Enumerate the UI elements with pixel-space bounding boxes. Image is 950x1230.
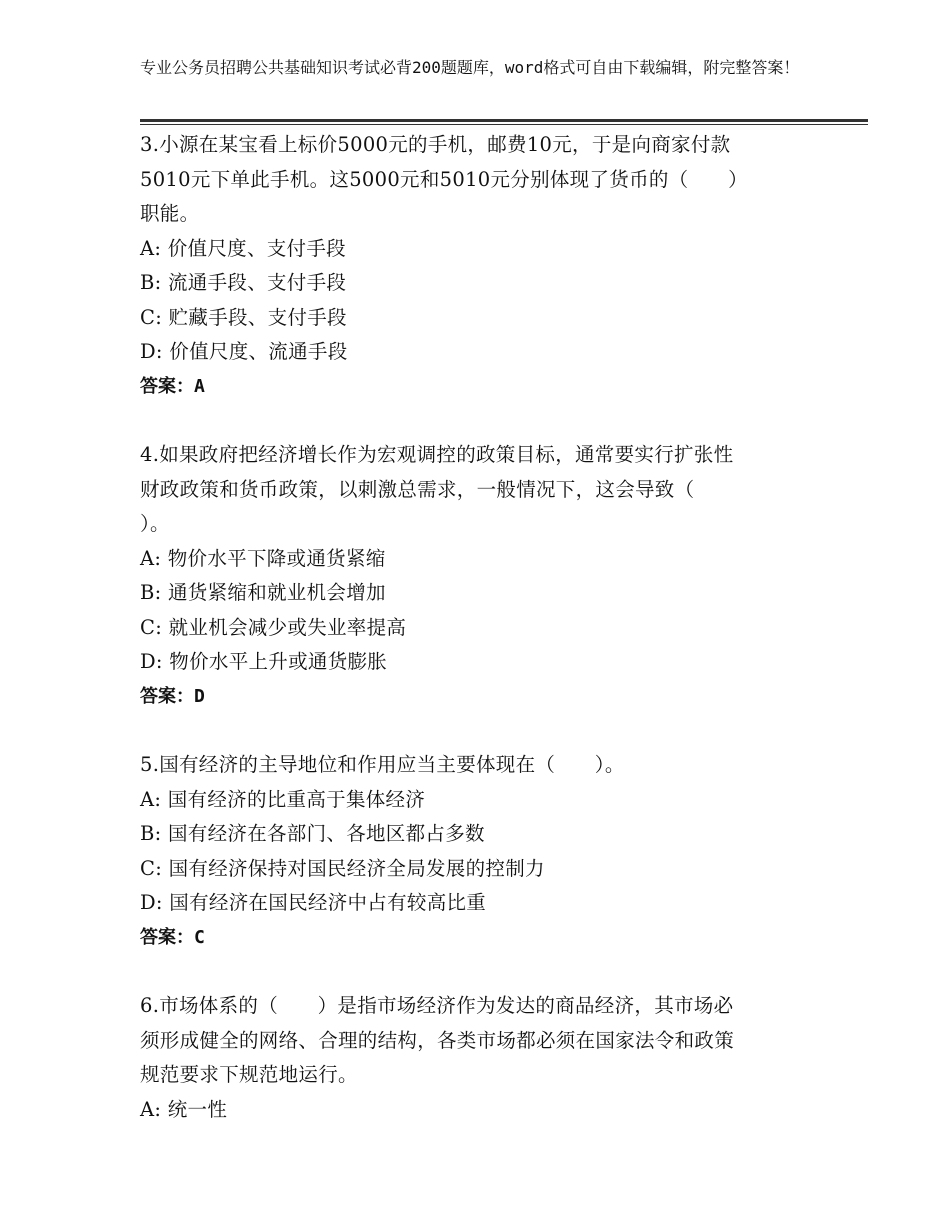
question-list — [140, 128, 800, 1127]
option-a: A: 物价水平下降或通货紧缩 — [140, 546, 386, 570]
page-header: 专业公务员招聘公共基础知识考试必背200题题库，word格式可自由下载编辑，附完整答案！ — [140, 58, 800, 77]
option-d: D: 国有经济在国民经济中占有较高比重 — [140, 891, 487, 914]
question-stem-line: 4.如果政府把经济增长作为宏观调控的政策目标，通常要实行扩张性 — [140, 443, 734, 466]
option-a: A: 统一性 — [140, 1097, 228, 1121]
question-stem-line: 职能。 — [140, 202, 200, 225]
question-stem-line: ）。 — [140, 512, 170, 535]
option-b: B: 国有经济在各部门、各地区都占多数 — [140, 822, 485, 845]
option-b: B: 流通手段、支付手段 — [140, 271, 347, 294]
option-d: D: 物价水平上升或通货膨胀 — [140, 650, 388, 673]
option-b: B: 通货紧缩和就业机会增加 — [140, 581, 386, 604]
question-4 — [140, 438, 800, 714]
question-stem-line: 5.国有经济的主导地位和作用应当主要体现在（ ）。 — [140, 753, 625, 776]
option-c: C: 贮藏手段、支付手段 — [140, 305, 347, 329]
option-d: D: 价值尺度、流通手段 — [140, 340, 348, 363]
question-stem-line: 5010元下单此手机。这5000元和5010元分别体现了货币的（ ） — [140, 167, 748, 191]
option-a: A: 价值尺度、支付手段 — [140, 236, 346, 260]
answer-line: 答案：C — [140, 926, 205, 948]
question-3 — [140, 128, 800, 404]
question-stem-line: 财政政策和货币政策，以刺激总需求，一般情况下，这会导致（ — [140, 477, 695, 501]
option-c: C: 就业机会减少或失业率提高 — [140, 615, 407, 639]
header-divider — [140, 119, 868, 126]
question-stem-line: 3.小源在某宝看上标价5000元的手机，邮费10元，于是向商家付款 — [140, 133, 731, 156]
question-stem-line: 须形成健全的网络、合理的结构，各类市场都必须在国家法令和政策 — [140, 1028, 735, 1052]
option-a: A: 国有经济的比重高于集体经济 — [140, 787, 426, 811]
question-stem-line: 规范要求下规范地运行。 — [140, 1063, 358, 1086]
question-6 — [140, 989, 800, 1127]
question-5 — [140, 748, 800, 955]
answer-line: 答案：A — [140, 375, 205, 397]
answer-line: 答案：D — [140, 685, 205, 707]
option-c: C: 国有经济保持对国民经济全局发展的控制力 — [140, 856, 545, 880]
question-stem-line: 6.市场体系的（ ）是指市场经济作为发达的商品经济，其市场必 — [140, 994, 734, 1017]
